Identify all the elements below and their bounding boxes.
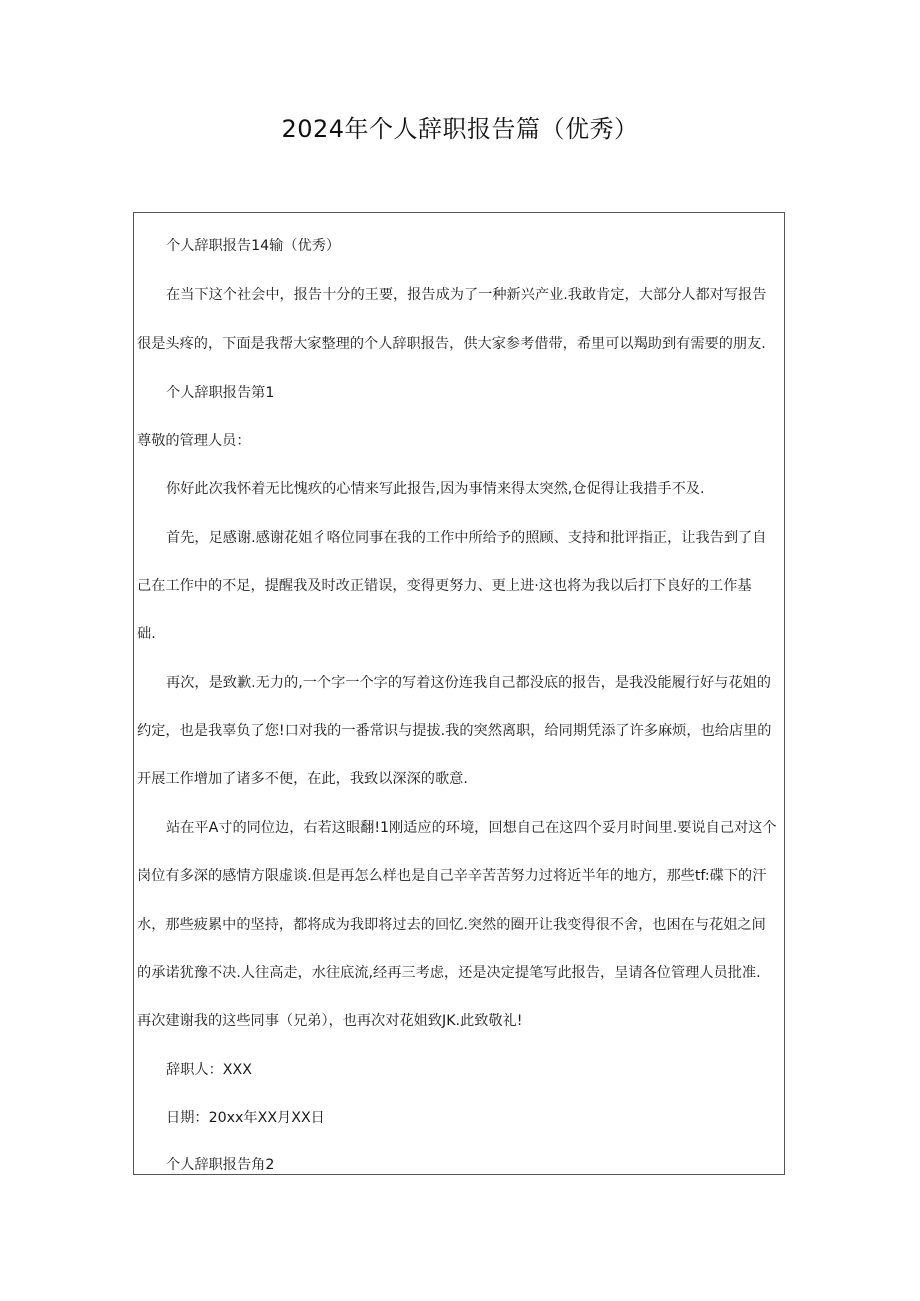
paragraph-line: 再次，是致歉.无力的,一个字一个字的写着这份连我自己都没底的报告，是我没能履行好与花姐的 (166, 675, 771, 691)
salutation-line: 尊敬的管理人员： (137, 433, 251, 449)
paragraph-line: 首先，足感谢.感谢花姐彳咯位同事在我的工作中所给予的照顾、支持和批评指正，让我告到了自 (166, 530, 767, 546)
paragraph-line: 岗位有多深的感情方限虚谈.但是再怎么样也是自己辛辛苦苦努力过将近半年的地方，那些tf:碟下的汗 (137, 868, 767, 884)
document-title: 2024年个人辞职报告篇（优秀） (281, 115, 639, 143)
paragraph-line: 己在工作中的不足，提醒我及时改正错误，变得更努力、更上进·这也将为我以后打下良好的工作基 (137, 578, 752, 594)
paragraph-line: 再次建谢我的这些同事（兄弟），也再次对花姐致JK.此致敬礼! (137, 1013, 523, 1029)
section-heading: 个人辞职报告角2 (166, 1157, 275, 1173)
section-heading: 个人辞职报告第1 (166, 385, 275, 401)
paragraph-line: 在当下这个社会中，报告十分的王要，报告成为了一种新兴产业.我敢肯定，大部分人都对写报告 (166, 287, 767, 303)
resigner-line: 辞职人：XXX (166, 1062, 252, 1078)
paragraph-line: 很是头疼的，下面是我帮大家整理的个人辞职报告，供大家参考借带，希里可以羯助到有需要的朋友. (137, 336, 766, 352)
date-line: 日期：20xx年XX月XX日 (166, 1110, 325, 1126)
paragraph-line: 础. (137, 626, 156, 642)
subtitle-line: 个人辞职报告14输（优秀） (166, 238, 341, 254)
paragraph-line: 约定，也是我辜负了您!口对我的一番常识与提拔.我的突然离职，给同期凭添了许多麻烦，也给店里的 (137, 723, 772, 739)
paragraph-line: 站在平A寸的同位边，右若这眼翻!1刚适应的环境，回想自己在这四个妥月时间里.要说自己对这个 (166, 820, 777, 836)
paragraph-line: 水，那些疲累中的坚持，都将成为我即将过去的回忆.突然的圈开让我变得很不舍，也困在与花姐之间 (137, 917, 766, 933)
document-body (133, 212, 785, 1175)
paragraph-line: 开展工作增加了诸多不便，在此，我致以深深的歌意. (137, 771, 468, 787)
paragraph-line: 的承诺犹豫不决.人往高走，水往底流,经再三考虑，还是决定提笔写此报告，呈请各位管理人员批准. (137, 965, 761, 981)
paragraph-line: 你好此次我怀着无比愧疚的心情来写此报告,因为事情来得太突然,仓促得让我措手不及. (166, 481, 705, 497)
